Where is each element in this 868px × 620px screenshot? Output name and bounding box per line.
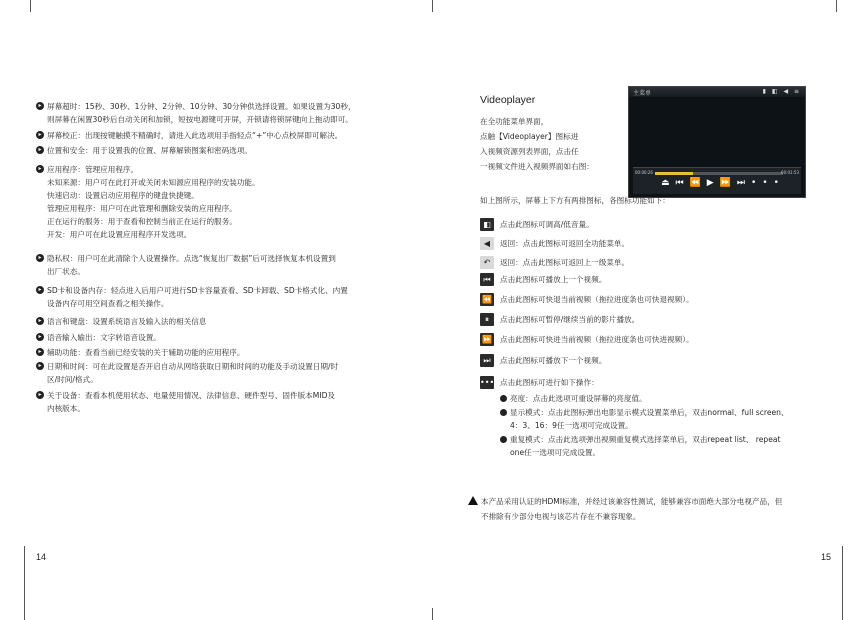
item-text: 日期和时间：可在此设置是否开启自动从网络获取日期和时间的功能及手动设置日期/时 <box>47 362 339 371</box>
bullet-icon: ▸ <box>36 333 44 341</box>
item-text: 屏幕超时：15秒、30秒、1分钟、2分钟、10分钟、30分钟供选择设置。如果设置为30秒， <box>47 102 356 111</box>
settings-item <box>36 315 416 328</box>
settings-item <box>36 100 416 126</box>
control-buttons: ⏏⏮⏪▶⏩⏭••• <box>661 178 785 188</box>
settings-item <box>36 360 416 386</box>
intro-line: 一视频文件进入视频界面如右图： <box>480 162 594 171</box>
bullet-icon <box>500 436 507 443</box>
bullet-icon: ▸ <box>36 146 44 154</box>
option-text: 亮度：点击此选项可重设屏幕的亮度值。 <box>510 394 647 403</box>
item-continuation: 正在运行的服务：用于查看和控制当前正在运行的服务。 <box>47 217 237 226</box>
settings-item <box>36 129 416 142</box>
bullet-icon: ▸ <box>36 317 44 325</box>
settings-item <box>36 346 416 359</box>
pause-play-icon: ⏸ <box>480 313 494 326</box>
icon-description: 点击此图标可播放上一个视频。 <box>500 275 607 284</box>
more-option <box>500 433 820 459</box>
item-continuation: 设备内存可用空间查看之相关操作。 <box>47 299 169 308</box>
item-text: 辅助功能：查看当前已经安装的关于辅助功能的应用程序。 <box>47 348 245 357</box>
item-text: 隐私权：用户可在此清除个人设置操作。点选“恢复出厂数据”后可选择恢复本机设置到 <box>47 254 336 263</box>
more-icon: ••• <box>480 378 495 387</box>
page-number: 15 <box>821 552 832 562</box>
status-bar <box>629 87 805 97</box>
option-text: 重复模式：点击此选项弹出视频重复模式选择菜单后，双击repeat list、 repeat <box>510 435 781 444</box>
item-text: 应用程序：管理应用程序。 <box>47 165 139 174</box>
option-continuation: 4：3、16：9任一选项可完成设置。 <box>510 421 633 430</box>
bullet-icon: ▸ <box>36 348 44 356</box>
bullet-icon: ▸ <box>36 391 44 399</box>
more-option <box>500 406 820 432</box>
icon-description: 点击此图标可快进当前视频（拖拉进度条也可快进视频）。 <box>500 335 694 344</box>
icon-description: 点击此图标可调高/低音量。 <box>500 220 594 229</box>
page-title: Videoplayer <box>480 94 536 106</box>
settings-item <box>36 252 416 278</box>
icon-description: 点击此图标可暂停/继续当前的影片播放。 <box>500 315 640 324</box>
item-continuation: 内核版本。 <box>47 404 85 413</box>
intro-line: 点触【Videoplayer】图标进 <box>480 132 579 141</box>
item-continuation: 未知来源：用户可在此打开或关闭未知源应用程序的安装功能。 <box>47 178 260 187</box>
item-continuation: 管理应用程序：用户可在此管理和删除安装的应用程序。 <box>47 204 237 213</box>
bullet-icon: ▸ <box>36 165 44 173</box>
home-label: 主菜单 <box>633 90 652 97</box>
back-icon: ◀ <box>480 237 494 250</box>
video-player-screenshot <box>628 86 806 198</box>
item-continuation: 区/时间/格式。 <box>47 375 98 384</box>
item-text: SD卡和设备内存：轻点进入后用户可进行SD卡容量查看、SD卡卸载、SD卡格式化、内置 <box>47 286 348 295</box>
elapsed-time: 00:00:26 <box>635 170 653 175</box>
total-time: 00:01:53 <box>781 170 799 175</box>
crop-mark <box>842 546 843 620</box>
icons-intro: 如上图所示，屏幕上下方有两排图标，各图标功能如下： <box>480 196 670 205</box>
hdmi-note <box>468 494 828 524</box>
item-continuation: 出厂状态。 <box>47 267 85 276</box>
icon-description: 点击此图标可播放下一个视频。 <box>500 356 607 365</box>
crop-mark <box>836 0 837 12</box>
icon-description: 返回：点击此图标可返回全功能菜单。 <box>500 239 630 248</box>
settings-item <box>36 144 416 157</box>
option-continuation: one任一选项可完成设置。 <box>510 448 601 457</box>
item-continuation: 则屏幕在闲置30秒后自动关闭和加锁，短按电源键可开屏，开锁请将锁屏键向上拖动即可。 <box>47 115 353 124</box>
status-icons: ▮ ◧ ◀ ≡ <box>762 88 801 95</box>
note-line: 不排除有少部分电视与该芯片存在不兼容现象。 <box>481 512 641 521</box>
item-text: 屏幕校正：出现按键触摸不精确时，请进入此选项用手指轻点“+”中心点校屏即可解决。 <box>47 131 343 140</box>
bullet-icon: ▸ <box>36 286 44 294</box>
return-icon: ↶ <box>480 256 494 269</box>
settings-item <box>36 389 416 415</box>
item-text: 位置和安全：用于设置我的位置、屏幕解锁图案和密码选项。 <box>47 146 253 155</box>
icon-description: 返回：点击此图标可返回上一级菜单。 <box>500 258 630 267</box>
bullet-icon <box>500 395 507 402</box>
bullet-icon: ▸ <box>36 362 44 370</box>
settings-item <box>36 163 416 241</box>
player-controls <box>633 167 801 194</box>
icon-description: 点击此图标可快退当前视频（拖拉进度条也可快退视频）。 <box>500 295 694 304</box>
item-continuation: 快速启动：设置启动应用程序的键盘快捷键。 <box>47 191 199 200</box>
option-text: 显示模式：点击此图标弹出电影显示模式设置菜单后，双击normal、full screen、 <box>510 408 789 417</box>
page-number: 14 <box>36 552 47 562</box>
intro-line: 入视频资源列表界面，点击任 <box>480 147 579 156</box>
bullet-icon: ▸ <box>36 131 44 139</box>
more-option <box>500 392 820 405</box>
previous-icon: ⏮ <box>480 273 494 286</box>
progress-fill <box>655 172 693 175</box>
bullet-icon <box>500 409 507 416</box>
item-text: 语言和键盘：设置系统语言及输入法的相关信息 <box>47 317 207 326</box>
bullet-icon: ▸ <box>36 254 44 262</box>
next-icon: ⏭ <box>480 354 494 367</box>
item-text: 关于设备：查看本机使用状态、电量使用情况、法律信息、硬件型号、固件版本MID及 <box>47 391 336 400</box>
settings-item <box>36 331 416 344</box>
item-continuation: 开发：用户可在此设置应用程序开发选项。 <box>47 230 192 239</box>
icon-description: 点击此图标可进行如下操作： <box>500 378 599 387</box>
volume-icon: ◧ <box>480 218 494 231</box>
warning-icon <box>468 496 478 505</box>
intro-line: 在全功能菜单界面， <box>480 117 549 126</box>
item-text: 语音输入输出：文字转语音设置。 <box>47 333 161 342</box>
progress-bar <box>655 172 783 175</box>
fast-forward-icon: ⏩ <box>480 333 494 346</box>
settings-item <box>36 284 416 310</box>
note-line: 本产品采用认证的HDMI标准，并经过该兼容性测试，能够兼容市面绝大部分电视产品，但 <box>481 497 783 506</box>
bullet-icon: ▸ <box>36 102 44 110</box>
rewind-icon: ⏪ <box>480 293 494 306</box>
